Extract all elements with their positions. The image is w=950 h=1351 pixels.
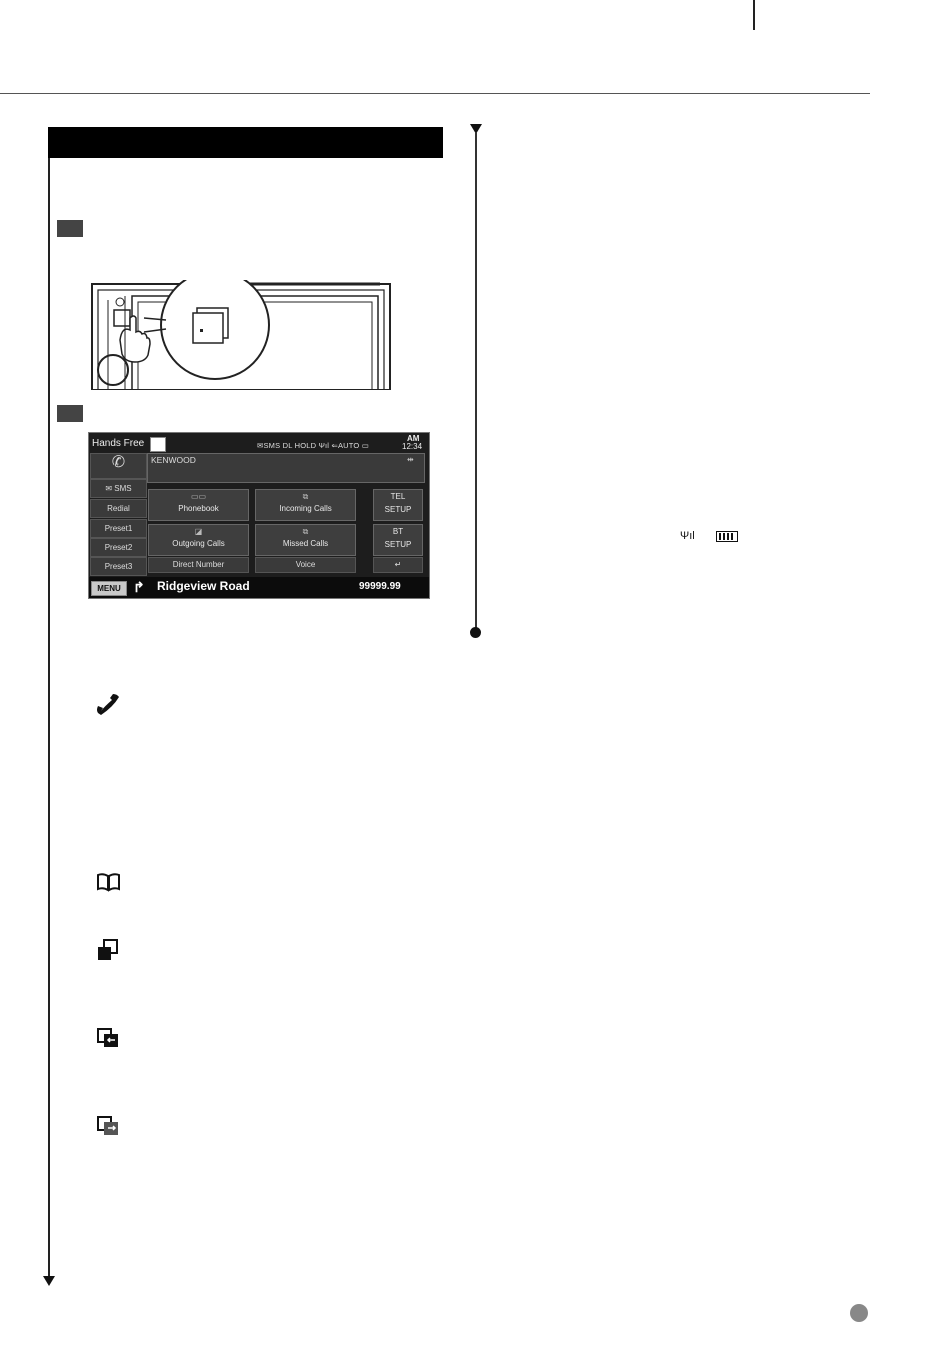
battery-level-icon [716,531,738,542]
connected-device-name: KENWOOD [151,455,196,465]
clock-ampm: AM [407,434,420,443]
top-margin-mark [753,0,755,30]
incoming-calls-icon [96,1027,122,1049]
step-1-marker [57,220,83,237]
device-front-panel-illustration [90,280,392,390]
phonebook-button[interactable]: ▭▭ Phonebook [148,489,249,521]
status-indicators: ✉SMS DL HOLD Ψıl ⇐AUTO ▭ [257,441,370,450]
clock-time: 12:34 [402,442,423,451]
preset1-button[interactable]: Preset1 [90,519,147,538]
preset3-button[interactable]: Preset3 [90,557,147,576]
outgoing-calls-small-icon: ◪ [194,527,203,536]
distance-readout: 99999.99 [359,581,401,592]
direct-number-button[interactable]: Direct Number [148,557,249,573]
page-number-dot [850,1304,868,1322]
street-name: Ridgeview Road [157,579,250,593]
end-marker [470,627,481,638]
step-2-marker [57,405,83,422]
hands-free-screen [88,432,430,599]
bt-setup-button[interactable]: BT SETUP [373,524,423,556]
voice-button[interactable]: Voice [255,557,356,573]
tel-setup-button[interactable]: TEL SETUP [373,489,423,521]
menu-button[interactable]: MENU [91,581,127,596]
outgoing-calls-button[interactable]: ◪ Outgoing Calls [148,524,249,556]
handset-icon: ✆ [111,454,126,471]
outgoing-calls-icon [96,939,120,961]
battery-icon: ▭ [361,441,370,450]
right-flow-line [475,133,477,631]
continue-arrow-icon [43,1276,55,1286]
redial-button[interactable]: Redial [90,499,147,518]
left-flow-line [48,158,50,1278]
call-button[interactable] [90,453,147,479]
phonebook-icon [96,872,122,892]
missed-calls-small-icon: ⧉ [302,527,309,536]
sms-button[interactable]: ✉ SMS [90,479,147,498]
return-arrow-icon: ↵ [394,560,402,569]
header-rule [0,93,870,94]
envelope-icon: ✉ [105,484,115,493]
connection-icon: ⇹ [407,455,414,464]
incoming-calls-button[interactable]: ⧉ Incoming Calls [255,489,356,521]
screen-title: Hands Free [92,438,145,449]
callout-box [150,437,166,452]
missed-calls-button[interactable]: ⧉ Missed Calls [255,524,356,556]
phonebook-small-icon: ▭▭ [190,492,207,501]
incoming-calls-small-icon: ⧉ [302,492,309,501]
preset2-button[interactable]: Preset2 [90,538,147,557]
sms-envelope-icon: ✉ [257,441,264,450]
return-button[interactable] [373,557,423,573]
missed-calls-icon [96,1115,122,1137]
signal-strength-icon: Ψıl [680,530,695,542]
signal-icon: Ψıl [318,441,332,450]
turn-right-arrow-icon: ↱ [133,579,145,595]
section-title-bar [48,127,443,158]
phone-icon [95,692,121,716]
auto-answer-icon: ⇐ [331,441,338,450]
